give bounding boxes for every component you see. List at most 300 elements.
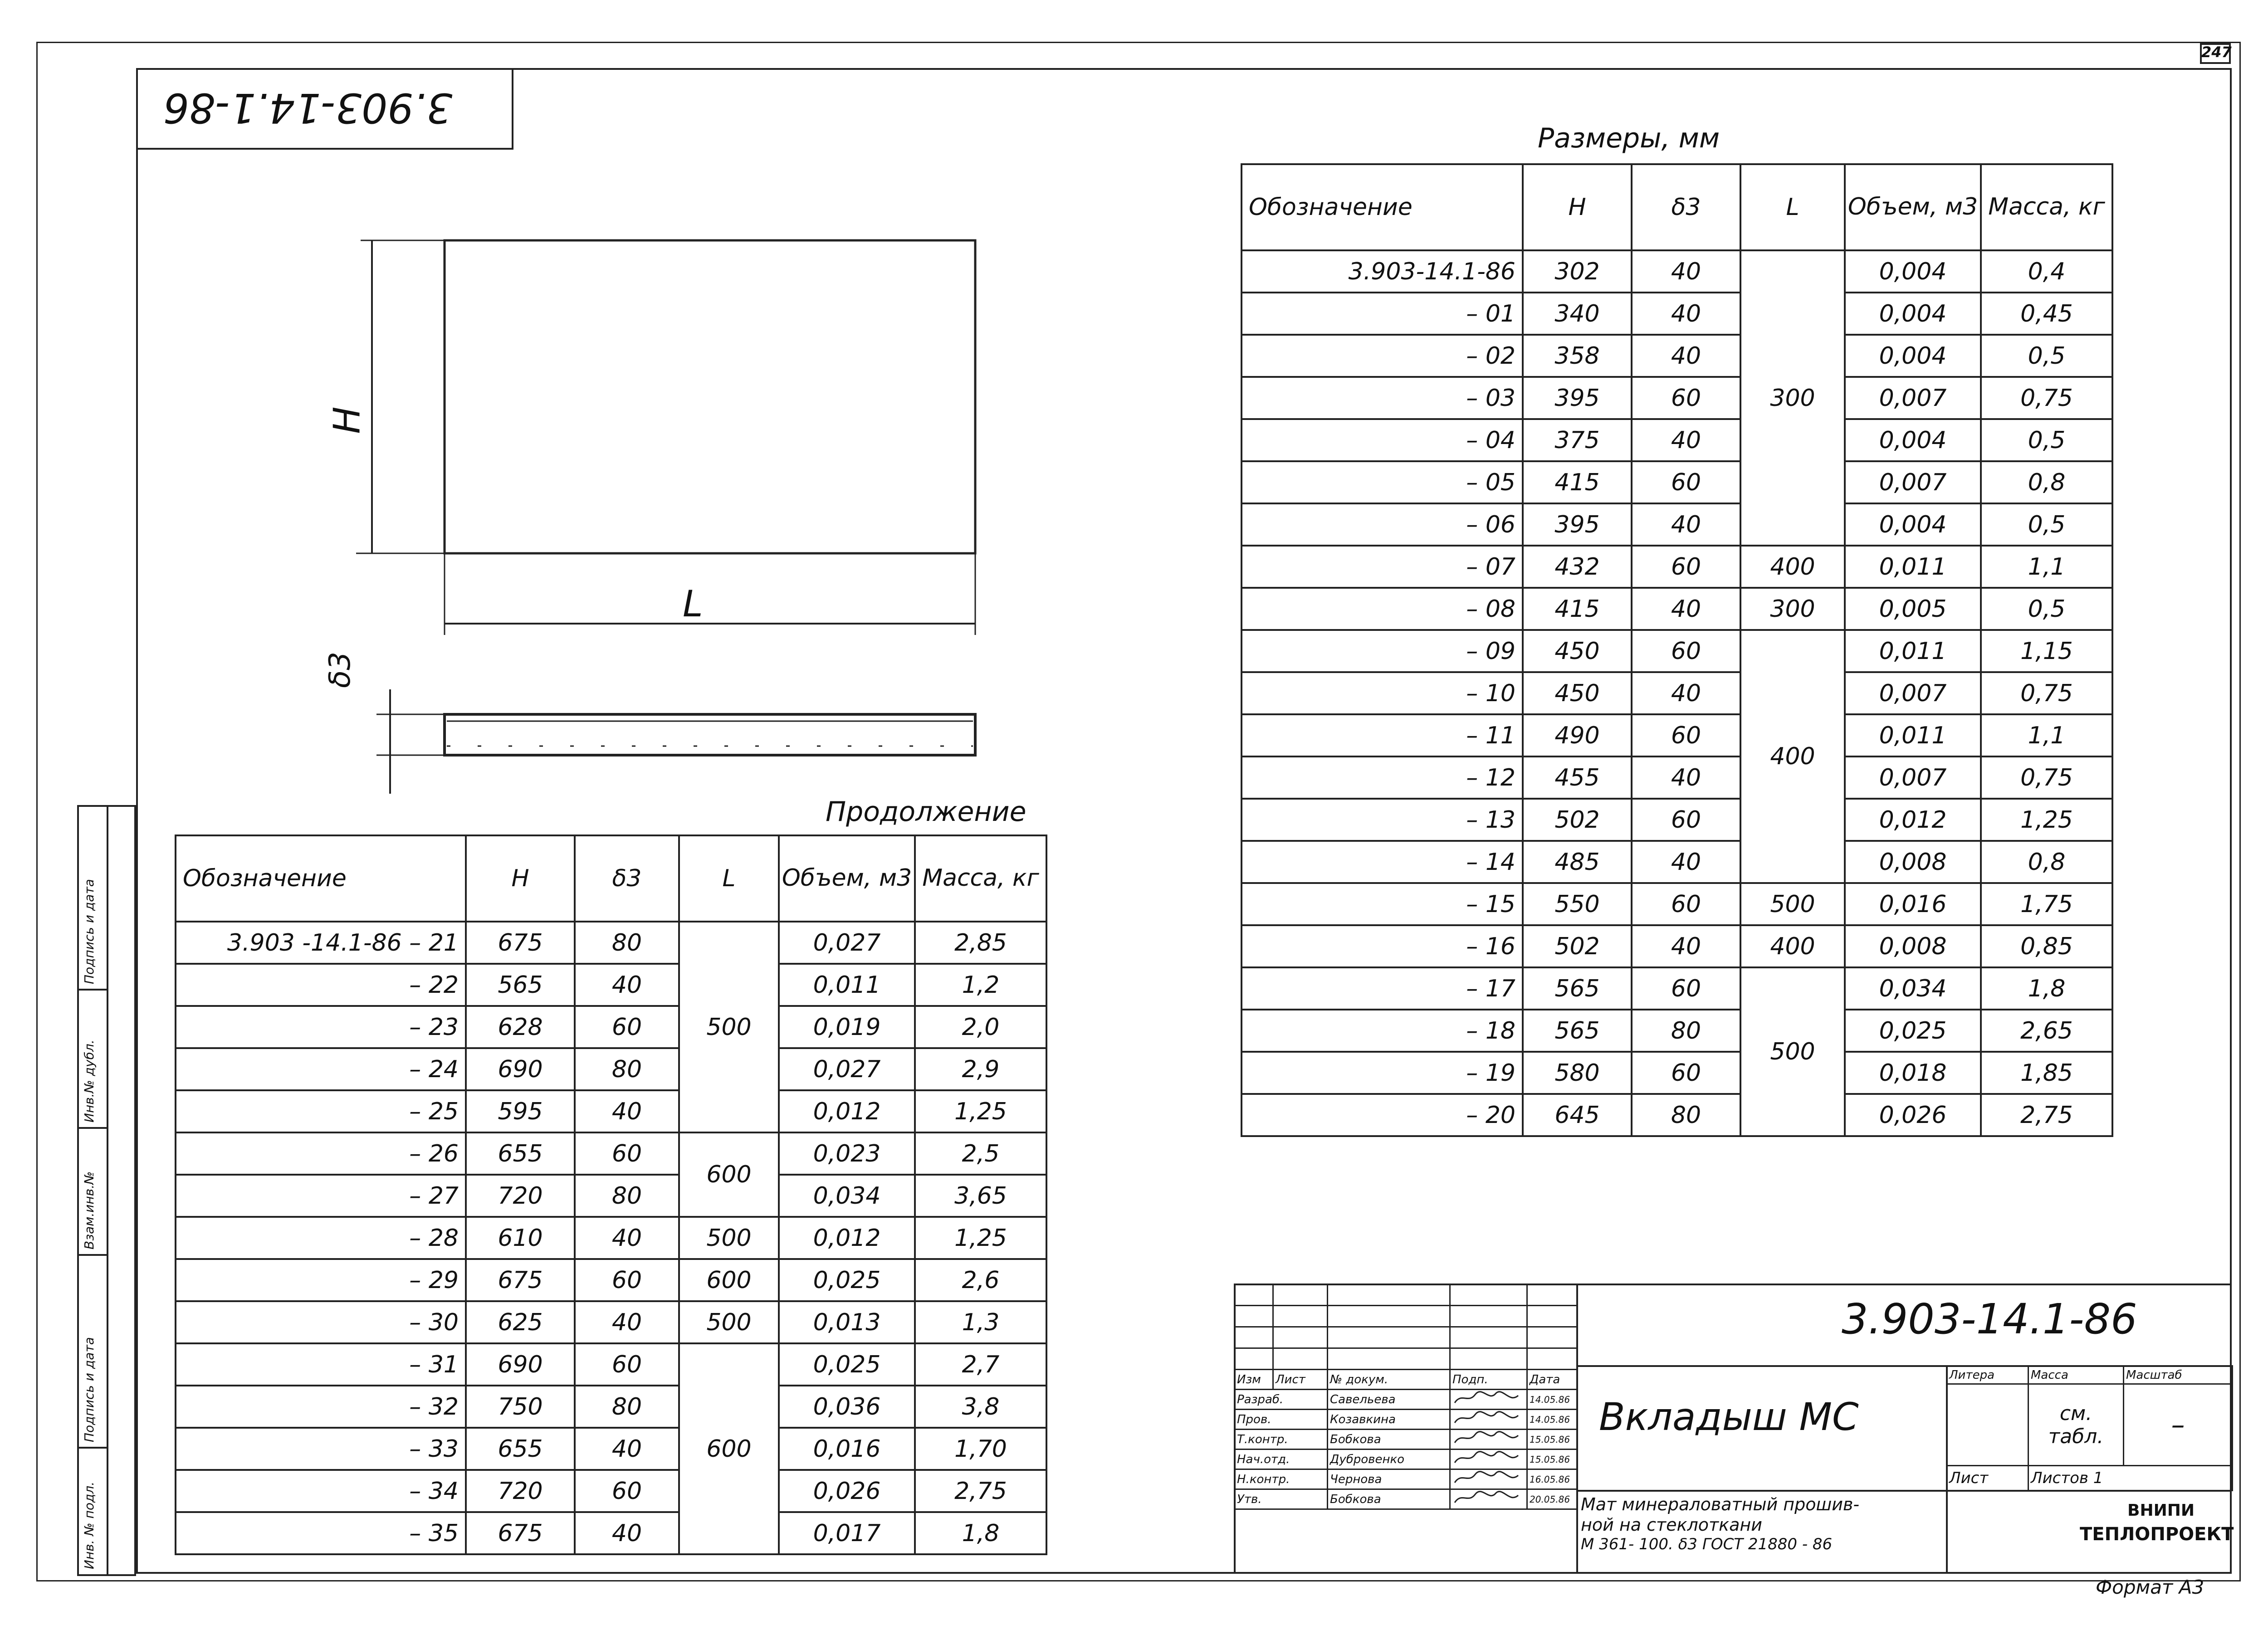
signatures-header-cell: Лист bbox=[1273, 1370, 1328, 1390]
left-table-row bbox=[176, 1090, 1046, 1132]
left-table-cell-vol: 0,027 bbox=[779, 1048, 915, 1090]
signature-scribble bbox=[1452, 1430, 1520, 1445]
right-table-cell-vol: 0,016 bbox=[1845, 883, 1981, 925]
signatures-header-cell: № докум. bbox=[1328, 1370, 1450, 1390]
mass-value bbox=[2028, 1384, 2124, 1466]
right-table-cell-mass: 0,75 bbox=[1981, 377, 2112, 419]
left-table-cell-mass: 3,8 bbox=[915, 1386, 1046, 1428]
right-table-cell-des: – 18 bbox=[1242, 1010, 1523, 1052]
right-table-cell-des: – 15 bbox=[1242, 883, 1523, 925]
left-table-row bbox=[176, 1343, 1046, 1386]
left-table-cell-vol: 0,026 bbox=[779, 1470, 915, 1512]
right-table-cell-des: – 08 bbox=[1242, 588, 1523, 630]
side-stamp-label-5: Подпись и дата bbox=[82, 879, 97, 984]
right-table-cell-h: 502 bbox=[1523, 925, 1632, 967]
left-table-cell-d: 80 bbox=[575, 1048, 679, 1090]
side-stamp-sep-4 bbox=[77, 1447, 107, 1449]
right-table-cell-vol: 0,004 bbox=[1845, 335, 1981, 377]
right-table-cell-d: 60 bbox=[1632, 630, 1740, 672]
left-table-header-delta: δ3 bbox=[575, 835, 679, 922]
left-table-cell-h: 655 bbox=[466, 1132, 575, 1175]
signer-signature bbox=[1450, 1430, 1527, 1450]
dim-h-label: H bbox=[326, 406, 368, 434]
right-table-cell-h: 565 bbox=[1523, 1010, 1632, 1052]
left-table-cell-h: 628 bbox=[466, 1006, 575, 1048]
right-table-row bbox=[1242, 1052, 2112, 1094]
right-table-row bbox=[1242, 419, 2112, 461]
right-table-cell-l: 400 bbox=[1740, 630, 1845, 883]
left-table-row bbox=[176, 1006, 1046, 1048]
right-table-cell-mass: 1,8 bbox=[1981, 967, 2112, 1010]
right-table-cell-vol: 0,025 bbox=[1845, 1010, 1981, 1052]
left-table-cell-des: – 27 bbox=[176, 1175, 466, 1217]
left-table-header-l: L bbox=[679, 835, 779, 922]
right-table-cell-d: 40 bbox=[1632, 293, 1740, 335]
right-table-cell-l: 500 bbox=[1740, 883, 1845, 925]
left-table-row bbox=[176, 1470, 1046, 1512]
revision-empty-cell bbox=[1273, 1284, 1328, 1306]
right-table-row bbox=[1242, 1010, 2112, 1052]
right-table-cell-mass: 0,4 bbox=[1981, 250, 2112, 293]
signer-name: Козавкина bbox=[1328, 1410, 1450, 1430]
side-stamp-label-4: Инв.№ дубл. bbox=[82, 1040, 97, 1123]
left-table-row bbox=[176, 1217, 1046, 1259]
left-table-cell-vol: 0,025 bbox=[779, 1343, 915, 1386]
right-table-cell-vol: 0,007 bbox=[1845, 461, 1981, 503]
title-block-material-1: Мат минераловатный прошив- bbox=[1581, 1494, 1860, 1514]
signer-date: 15.05.86 bbox=[1527, 1450, 1577, 1469]
left-table-cell-des: – 25 bbox=[176, 1090, 466, 1132]
revision-empty-cell bbox=[1273, 1348, 1328, 1370]
side-stamp-label-1: Инв. № подл. bbox=[82, 1481, 97, 1569]
left-table-cell-des: – 22 bbox=[176, 964, 466, 1006]
left-table-cell-vol: 0,023 bbox=[779, 1132, 915, 1175]
right-table-cell-vol: 0,012 bbox=[1845, 799, 1981, 841]
right-table-group-title: Размеры, мм bbox=[1538, 122, 1720, 154]
right-table-cell-d: 40 bbox=[1632, 250, 1740, 293]
left-table-cell-mass: 2,75 bbox=[915, 1470, 1046, 1512]
right-table-cell-d: 40 bbox=[1632, 841, 1740, 883]
right-table-cell-vol: 0,004 bbox=[1845, 419, 1981, 461]
right-table-cell-l: 400 bbox=[1740, 546, 1845, 588]
left-table-cell-h: 720 bbox=[466, 1470, 575, 1512]
right-table-cell-des: – 03 bbox=[1242, 377, 1523, 419]
signer-signature bbox=[1450, 1489, 1527, 1509]
panel-front-view bbox=[445, 240, 975, 553]
signer-row bbox=[1235, 1390, 1577, 1410]
right-table-cell-d: 40 bbox=[1632, 335, 1740, 377]
left-table-continuation: Продолжение bbox=[826, 796, 1026, 828]
title-block-material-3: М 361- 100. δ3 ГОСТ 21880 - 86 bbox=[1581, 1535, 1833, 1553]
signature-scribble bbox=[1452, 1390, 1520, 1406]
right-table-cell-h: 565 bbox=[1523, 967, 1632, 1010]
left-table-cell-des: – 29 bbox=[176, 1259, 466, 1301]
revision-empty-row bbox=[1235, 1348, 1577, 1370]
right-table-cell-d: 40 bbox=[1632, 672, 1740, 714]
left-table-row bbox=[176, 1259, 1046, 1301]
left-table-cell-mass: 1,70 bbox=[915, 1428, 1046, 1470]
sheet-label: Лист bbox=[1947, 1466, 2028, 1491]
signer-date: 15.05.86 bbox=[1527, 1430, 1577, 1450]
right-table-row bbox=[1242, 672, 2112, 714]
side-stamp-sep-3 bbox=[77, 1254, 107, 1256]
signer-date: 14.05.86 bbox=[1527, 1390, 1577, 1410]
revision-empty-cell bbox=[1527, 1284, 1577, 1306]
signer-role: Утв. bbox=[1235, 1489, 1328, 1509]
left-table-row bbox=[176, 1175, 1046, 1217]
right-table-cell-mass: 2,65 bbox=[1981, 1010, 2112, 1052]
right-table-row bbox=[1242, 1094, 2112, 1136]
left-table-cell-d: 80 bbox=[575, 1386, 679, 1428]
right-table-cell-vol: 0,018 bbox=[1845, 1052, 1981, 1094]
right-table-cell-vol: 0,005 bbox=[1845, 588, 1981, 630]
side-stamp-label-2: Подпись и дата bbox=[82, 1337, 97, 1442]
left-table-header-row bbox=[176, 835, 1046, 922]
right-table-row bbox=[1242, 377, 2112, 419]
right-table-cell-des: – 10 bbox=[1242, 672, 1523, 714]
right-table-cell-h: 395 bbox=[1523, 503, 1632, 546]
left-table-cell-mass: 2,7 bbox=[915, 1343, 1046, 1386]
left-table-cell-l: 500 bbox=[679, 1301, 779, 1343]
right-table-row bbox=[1242, 925, 2112, 967]
right-table-cell-des: – 05 bbox=[1242, 461, 1523, 503]
right-table-row bbox=[1242, 883, 2112, 925]
right-table-row bbox=[1242, 714, 2112, 756]
right-table-cell-d: 40 bbox=[1632, 925, 1740, 967]
revision-empty-cell bbox=[1328, 1284, 1450, 1306]
revision-empty-cell bbox=[1527, 1306, 1577, 1327]
left-table-cell-mass: 1,25 bbox=[915, 1217, 1046, 1259]
right-table-cell-h: 502 bbox=[1523, 799, 1632, 841]
right-table-cell-mass: 1,25 bbox=[1981, 799, 2112, 841]
sheets-label: Листов 1 bbox=[2028, 1466, 2233, 1491]
revision-empty-cell bbox=[1235, 1306, 1273, 1327]
right-table-cell-des: – 07 bbox=[1242, 546, 1523, 588]
title-block-title: Вкладыш МС bbox=[1599, 1395, 1859, 1439]
right-table-cell-d: 40 bbox=[1632, 503, 1740, 546]
right-table-cell-mass: 0,5 bbox=[1981, 419, 2112, 461]
left-table-cell-d: 40 bbox=[575, 1090, 679, 1132]
right-spec-table bbox=[1241, 163, 2113, 1137]
right-table-cell-h: 415 bbox=[1523, 461, 1632, 503]
right-table-cell-l: 500 bbox=[1740, 967, 1845, 1136]
left-table-cell-mass: 2,85 bbox=[915, 922, 1046, 964]
signer-signature bbox=[1450, 1450, 1527, 1469]
right-table-cell-mass: 0,5 bbox=[1981, 335, 2112, 377]
signature-scribble bbox=[1452, 1410, 1520, 1425]
right-table-cell-des: – 12 bbox=[1242, 756, 1523, 799]
mass-value-line-1: см. bbox=[2059, 1401, 2092, 1425]
right-table-cell-vol: 0,004 bbox=[1845, 250, 1981, 293]
right-table-header-h: H bbox=[1523, 164, 1632, 250]
right-table-row bbox=[1242, 588, 2112, 630]
left-table-cell-h: 675 bbox=[466, 1259, 575, 1301]
left-table-cell-mass: 2,0 bbox=[915, 1006, 1046, 1048]
left-table-row bbox=[176, 1048, 1046, 1090]
signature-scribble bbox=[1452, 1470, 1520, 1485]
right-table-header-delta: δ3 bbox=[1632, 164, 1740, 250]
signer-name: Чернова bbox=[1328, 1469, 1450, 1489]
left-table-cell-des: – 26 bbox=[176, 1132, 466, 1175]
signature-scribble bbox=[1452, 1450, 1520, 1465]
right-table-cell-mass: 0,8 bbox=[1981, 841, 2112, 883]
revision-empty-row bbox=[1235, 1284, 1577, 1306]
left-table-cell-des: – 33 bbox=[176, 1428, 466, 1470]
right-table-cell-des: – 20 bbox=[1242, 1094, 1523, 1136]
right-table-cell-l: 300 bbox=[1740, 588, 1845, 630]
right-table-cell-vol: 0,011 bbox=[1845, 630, 1981, 672]
right-table-cell-d: 60 bbox=[1632, 799, 1740, 841]
right-table-cell-des: – 02 bbox=[1242, 335, 1523, 377]
signer-row bbox=[1235, 1430, 1577, 1450]
right-table-cell-d: 60 bbox=[1632, 377, 1740, 419]
right-table-cell-mass: 0,75 bbox=[1981, 672, 2112, 714]
left-table-cell-l: 600 bbox=[679, 1132, 779, 1217]
org-name-1: ВНИПИ bbox=[2127, 1501, 2195, 1520]
left-table-cell-d: 40 bbox=[575, 1512, 679, 1554]
signer-name: Савельева bbox=[1328, 1390, 1450, 1410]
left-table-cell-des: – 23 bbox=[176, 1006, 466, 1048]
revision-empty-cell bbox=[1273, 1306, 1328, 1327]
left-table-row bbox=[176, 1301, 1046, 1343]
left-table-cell-des: – 31 bbox=[176, 1343, 466, 1386]
sheet-format: Формат А3 bbox=[2096, 1576, 2204, 1598]
right-table-cell-vol: 0,026 bbox=[1845, 1094, 1981, 1136]
signer-role: Пров. bbox=[1235, 1410, 1328, 1430]
left-table-header-designation: Обозначение bbox=[176, 835, 466, 922]
title-block-doc-code: 3.903-14.1-86 bbox=[1842, 1295, 2137, 1343]
right-table-cell-d: 60 bbox=[1632, 546, 1740, 588]
left-table-cell-mass: 2,6 bbox=[915, 1259, 1046, 1301]
right-table-cell-des: – 14 bbox=[1242, 841, 1523, 883]
right-table-cell-h: 415 bbox=[1523, 588, 1632, 630]
left-table-cell-mass: 1,25 bbox=[915, 1090, 1046, 1132]
right-table-cell-mass: 1,1 bbox=[1981, 714, 2112, 756]
right-table-cell-vol: 0,011 bbox=[1845, 546, 1981, 588]
left-table-cell-d: 80 bbox=[575, 1175, 679, 1217]
left-table-cell-d: 40 bbox=[575, 1217, 679, 1259]
right-table-cell-d: 60 bbox=[1632, 461, 1740, 503]
right-table-row bbox=[1242, 799, 2112, 841]
left-table-row bbox=[176, 1512, 1046, 1554]
left-spec-table bbox=[175, 835, 1047, 1555]
left-table-cell-h: 565 bbox=[466, 964, 575, 1006]
left-table-cell-h: 675 bbox=[466, 1512, 575, 1554]
left-table-cell-l: 500 bbox=[679, 922, 779, 1132]
left-table-cell-mass: 1,2 bbox=[915, 964, 1046, 1006]
left-table-cell-d: 60 bbox=[575, 1259, 679, 1301]
signer-date: 14.05.86 bbox=[1527, 1410, 1577, 1430]
right-table-cell-vol: 0,007 bbox=[1845, 756, 1981, 799]
right-table-row bbox=[1242, 841, 2112, 883]
signer-row bbox=[1235, 1410, 1577, 1430]
right-table-cell-mass: 1,15 bbox=[1981, 630, 2112, 672]
revision-empty-cell bbox=[1328, 1306, 1450, 1327]
right-table-header-l: L bbox=[1740, 164, 1845, 250]
signer-signature bbox=[1450, 1469, 1527, 1489]
revision-empty-cell bbox=[1328, 1348, 1450, 1370]
revision-empty-cell bbox=[1450, 1284, 1527, 1306]
signatures-header-cell: Изм bbox=[1235, 1370, 1273, 1390]
left-table-cell-h: 690 bbox=[466, 1048, 575, 1090]
left-table-row bbox=[176, 1428, 1046, 1470]
right-table-cell-d: 60 bbox=[1632, 967, 1740, 1010]
mass-label: Масса bbox=[2028, 1366, 2124, 1384]
left-table-header-volume: Объем, м3 bbox=[779, 835, 915, 922]
left-table-cell-vol: 0,012 bbox=[779, 1217, 915, 1259]
right-table-cell-mass: 0,45 bbox=[1981, 293, 2112, 335]
left-table-cell-l: 600 bbox=[679, 1259, 779, 1301]
revision-empty-cell bbox=[1235, 1348, 1273, 1370]
right-table-cell-l: 400 bbox=[1740, 925, 1845, 967]
right-table-row bbox=[1242, 756, 2112, 799]
left-table-row bbox=[176, 964, 1046, 1006]
left-table-cell-mass: 2,9 bbox=[915, 1048, 1046, 1090]
right-table-cell-h: 580 bbox=[1523, 1052, 1632, 1094]
right-table-row bbox=[1242, 967, 2112, 1010]
right-table-cell-h: 395 bbox=[1523, 377, 1632, 419]
left-table-cell-d: 80 bbox=[575, 922, 679, 964]
right-table-cell-mass: 1,1 bbox=[1981, 546, 2112, 588]
right-table-header-row bbox=[1242, 164, 2112, 250]
left-table-cell-vol: 0,013 bbox=[779, 1301, 915, 1343]
left-table-cell-des: – 24 bbox=[176, 1048, 466, 1090]
right-table-cell-des: – 17 bbox=[1242, 967, 1523, 1010]
right-table-cell-vol: 0,007 bbox=[1845, 377, 1981, 419]
title-block-material-2: ной на стеклоткани bbox=[1581, 1515, 1762, 1535]
revision-empty-cell bbox=[1450, 1348, 1527, 1370]
right-table-cell-h: 485 bbox=[1523, 841, 1632, 883]
left-table-cell-vol: 0,025 bbox=[779, 1259, 915, 1301]
right-table-cell-des: – 11 bbox=[1242, 714, 1523, 756]
revision-empty-row bbox=[1235, 1327, 1577, 1348]
revision-empty-cell bbox=[1450, 1327, 1527, 1348]
left-table-cell-vol: 0,034 bbox=[779, 1175, 915, 1217]
signer-signature bbox=[1450, 1410, 1527, 1430]
right-table-cell-h: 432 bbox=[1523, 546, 1632, 588]
signer-name: Дубровенко bbox=[1328, 1450, 1450, 1469]
signer-date: 16.05.86 bbox=[1527, 1469, 1577, 1489]
right-table-cell-des: – 01 bbox=[1242, 293, 1523, 335]
dim-delta-label: δ3 bbox=[323, 652, 357, 688]
right-table-cell-mass: 0,85 bbox=[1981, 925, 2112, 967]
mass-value-line-2: табл. bbox=[2048, 1425, 2104, 1448]
right-table-cell-vol: 0,011 bbox=[1845, 714, 1981, 756]
right-table-header-volume: Объем, м3 bbox=[1845, 164, 1981, 250]
right-table-row bbox=[1242, 461, 2112, 503]
right-table-cell-h: 340 bbox=[1523, 293, 1632, 335]
left-table-cell-des: – 35 bbox=[176, 1512, 466, 1554]
signer-role: Т.контр. bbox=[1235, 1430, 1328, 1450]
left-table-cell-des: – 28 bbox=[176, 1217, 466, 1259]
left-table-cell-l: 500 bbox=[679, 1217, 779, 1259]
right-table-cell-d: 40 bbox=[1632, 419, 1740, 461]
signatures-header-row bbox=[1235, 1370, 1577, 1390]
right-table-cell-vol: 0,008 bbox=[1845, 841, 1981, 883]
left-table-cell-mass: 1,3 bbox=[915, 1301, 1046, 1343]
left-table-cell-h: 625 bbox=[466, 1301, 575, 1343]
left-table-cell-vol: 0,036 bbox=[779, 1386, 915, 1428]
left-table-cell-h: 595 bbox=[466, 1090, 575, 1132]
right-table-header-mass: Масса, кг bbox=[1981, 164, 2112, 250]
right-table-cell-vol: 0,004 bbox=[1845, 293, 1981, 335]
scale-value: – bbox=[2124, 1384, 2233, 1466]
page-number: 247 bbox=[2201, 44, 2232, 61]
right-table-row bbox=[1242, 503, 2112, 546]
right-table-cell-d: 80 bbox=[1632, 1010, 1740, 1052]
right-table-cell-d: 40 bbox=[1632, 756, 1740, 799]
title-block-attributes bbox=[1946, 1365, 2233, 1491]
revision-empty-cell bbox=[1273, 1327, 1328, 1348]
right-table-cell-des: – 13 bbox=[1242, 799, 1523, 841]
left-table-cell-des: – 30 bbox=[176, 1301, 466, 1343]
left-table-cell-l: 600 bbox=[679, 1343, 779, 1554]
revision-empty-cell bbox=[1235, 1284, 1273, 1306]
left-table-cell-mass: 1,8 bbox=[915, 1512, 1046, 1554]
left-table-cell-vol: 0,027 bbox=[779, 922, 915, 964]
right-table-cell-des: – 06 bbox=[1242, 503, 1523, 546]
left-table-cell-vol: 0,017 bbox=[779, 1512, 915, 1554]
right-table-cell-vol: 0,004 bbox=[1845, 503, 1981, 546]
right-table-cell-mass: 0,8 bbox=[1981, 461, 2112, 503]
right-table-row bbox=[1242, 630, 2112, 672]
left-table-cell-des: – 32 bbox=[176, 1386, 466, 1428]
left-table-header-h: H bbox=[466, 835, 575, 922]
signatures-header-cell: Дата bbox=[1527, 1370, 1577, 1390]
right-table-cell-d: 60 bbox=[1632, 1052, 1740, 1094]
signer-role: Н.контр. bbox=[1235, 1469, 1328, 1489]
left-table-cell-des: – 34 bbox=[176, 1470, 466, 1512]
right-table-cell-h: 455 bbox=[1523, 756, 1632, 799]
left-table-header-mass: Масса, кг bbox=[915, 835, 1046, 922]
right-table-cell-des: 3.903-14.1-86 bbox=[1242, 250, 1523, 293]
right-table-cell-mass: 0,75 bbox=[1981, 756, 2112, 799]
left-table-cell-vol: 0,011 bbox=[779, 964, 915, 1006]
left-table-row bbox=[176, 1386, 1046, 1428]
right-table-cell-vol: 0,008 bbox=[1845, 925, 1981, 967]
signer-row bbox=[1235, 1450, 1577, 1469]
right-table-cell-h: 450 bbox=[1523, 672, 1632, 714]
right-table-cell-mass: 0,5 bbox=[1981, 588, 2112, 630]
left-table-cell-h: 720 bbox=[466, 1175, 575, 1217]
right-table-header-designation: Обозначение bbox=[1242, 164, 1523, 250]
right-table-cell-vol: 0,034 bbox=[1845, 967, 1981, 1010]
side-stamp-sep-1 bbox=[77, 989, 107, 991]
left-table-cell-mass: 3,65 bbox=[915, 1175, 1046, 1217]
signer-role: Разраб. bbox=[1235, 1390, 1328, 1410]
signer-row bbox=[1235, 1469, 1577, 1489]
right-table-cell-d: 40 bbox=[1632, 588, 1740, 630]
signer-signature bbox=[1450, 1390, 1527, 1410]
right-table-cell-h: 645 bbox=[1523, 1094, 1632, 1136]
right-table-cell-h: 358 bbox=[1523, 335, 1632, 377]
revision-empty-row bbox=[1235, 1306, 1577, 1327]
left-table-cell-d: 60 bbox=[575, 1470, 679, 1512]
left-table-cell-d: 40 bbox=[575, 1301, 679, 1343]
right-table-cell-mass: 1,85 bbox=[1981, 1052, 2112, 1094]
right-table-cell-des: – 09 bbox=[1242, 630, 1523, 672]
signatures-header-cell: Подп. bbox=[1450, 1370, 1527, 1390]
right-table-cell-h: 490 bbox=[1523, 714, 1632, 756]
signature-scribble bbox=[1452, 1490, 1520, 1505]
left-table-row bbox=[176, 922, 1046, 964]
right-table-cell-h: 375 bbox=[1523, 419, 1632, 461]
left-table-cell-vol: 0,012 bbox=[779, 1090, 915, 1132]
right-table-row bbox=[1242, 335, 2112, 377]
right-table-cell-d: 80 bbox=[1632, 1094, 1740, 1136]
revision-empty-cell bbox=[1527, 1327, 1577, 1348]
left-table-cell-h: 610 bbox=[466, 1217, 575, 1259]
